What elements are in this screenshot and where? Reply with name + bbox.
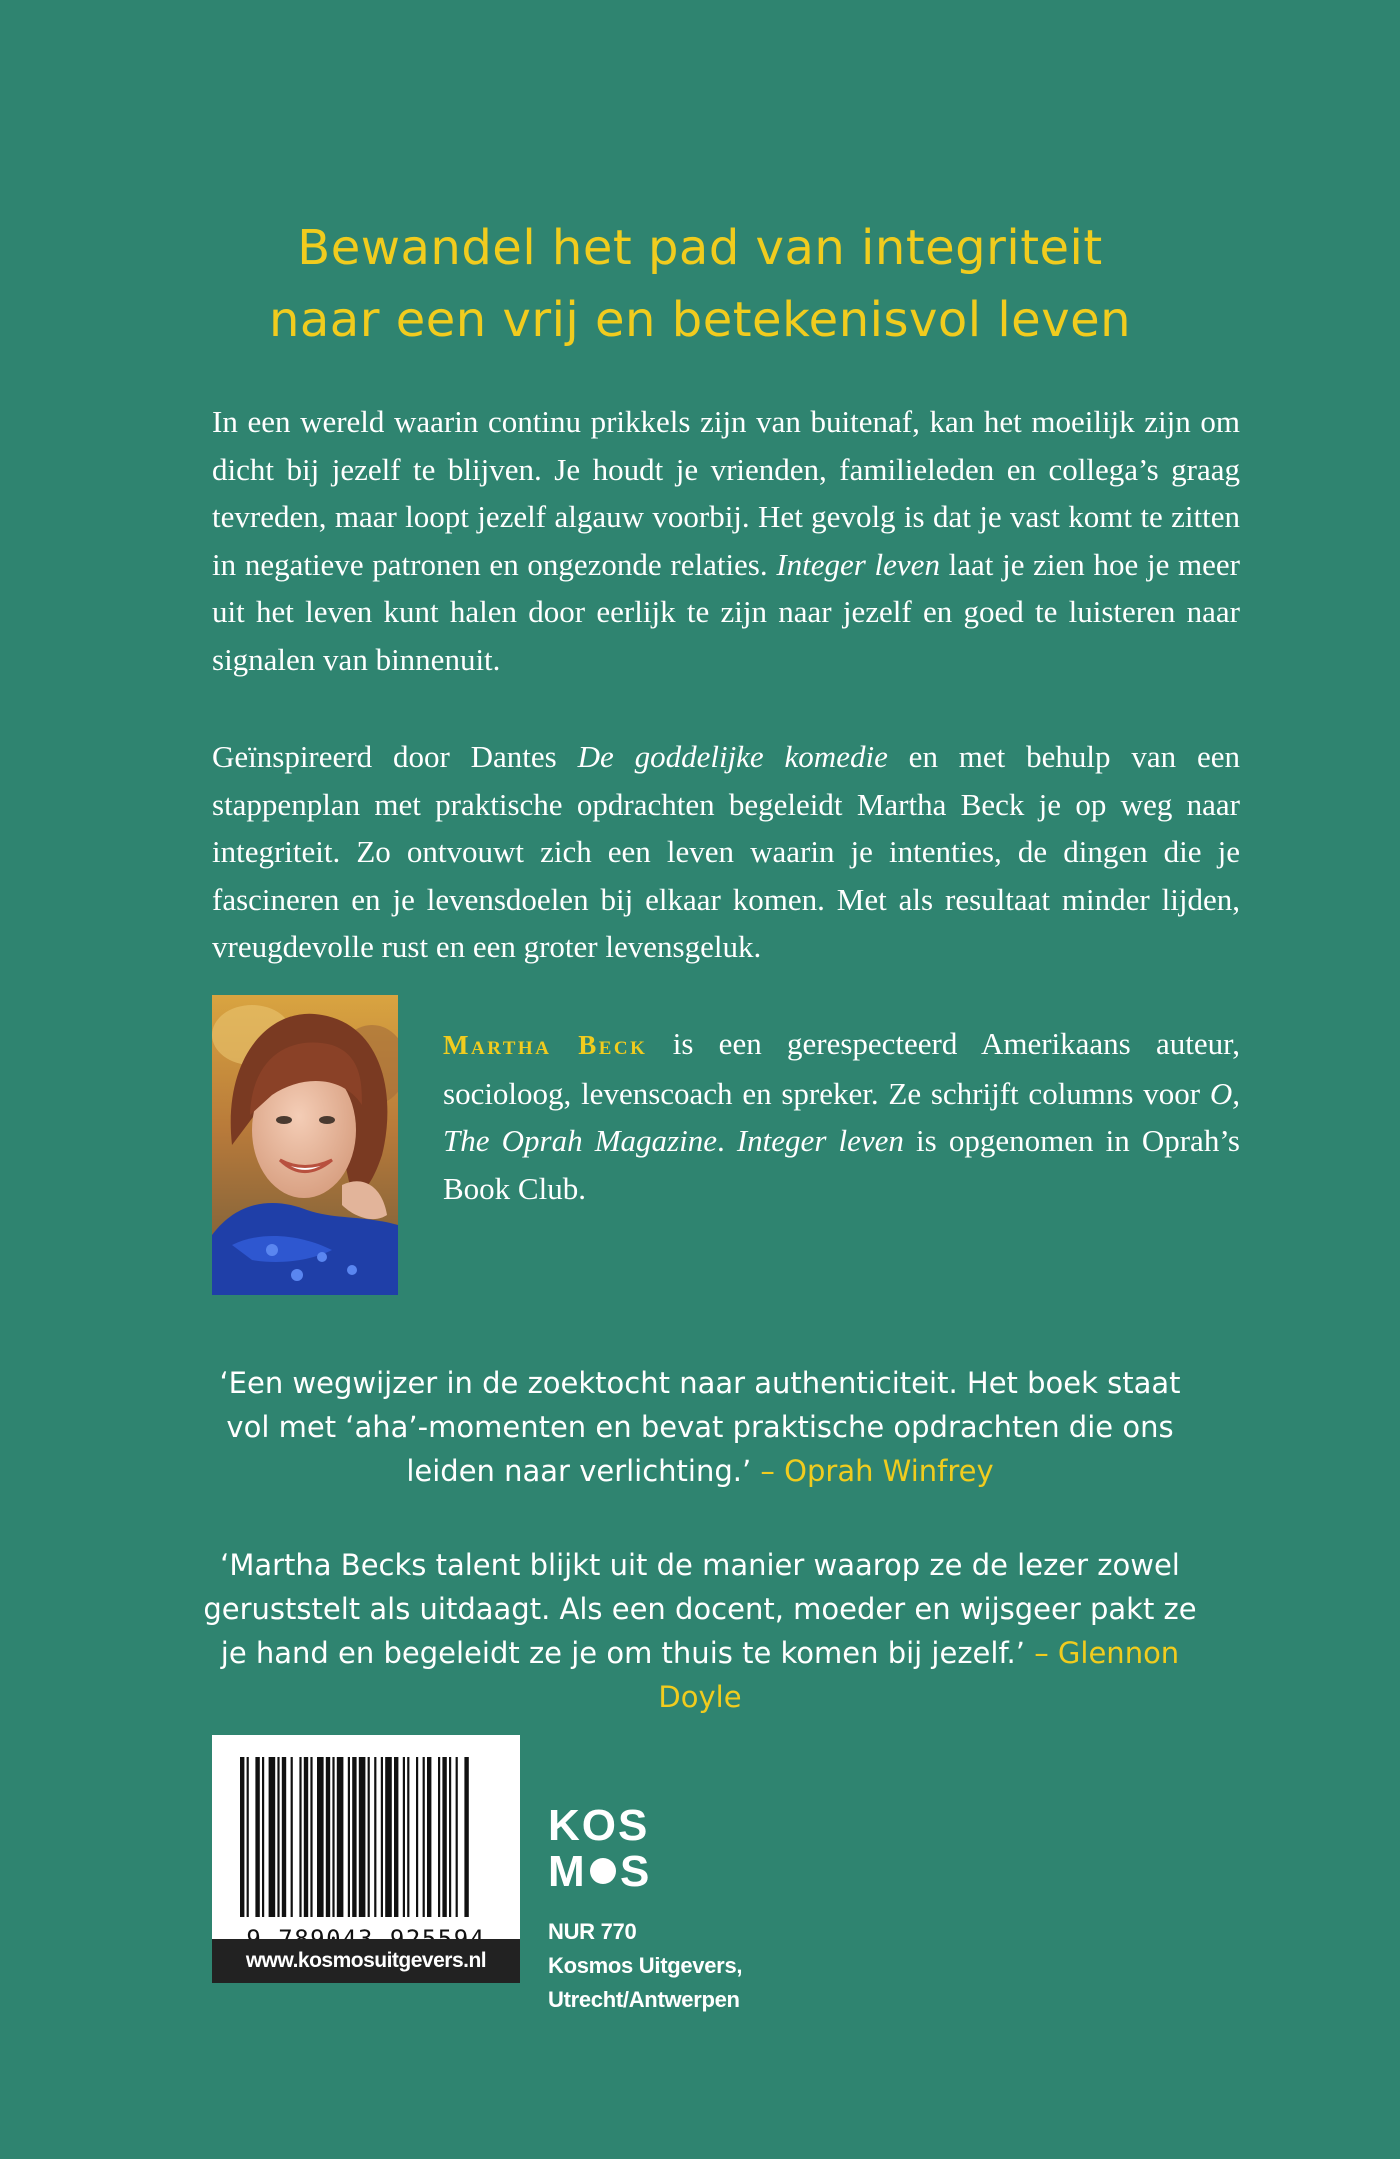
quote-1-author: – Oprah Winfrey <box>751 1454 994 1488</box>
quote-2-author: – Glennon Doyle <box>658 1636 1180 1714</box>
barcode-bar <box>416 1757 418 1917</box>
logo-line-2-right: S <box>620 1847 650 1890</box>
barcode-bar <box>269 1757 276 1917</box>
paragraph-2-text-b: en met behulp van een stappenplan met praktische opdrachten begeleidt Martha Beck je op weg naar integriteit. Zo ontvouwt zich een leven waarin je intenties, de dingen die je fascineren en je levensdoelen bij elkaar komen. Met als resultaat minder lijden, vreugdevolle rust en een groter levensgeluk. <box>212 739 1240 964</box>
barcode-bar <box>310 1757 312 1917</box>
publisher-info <box>548 1915 742 2017</box>
barcode-bar <box>337 1757 344 1917</box>
barcode-bar <box>277 1757 279 1917</box>
barcode-box <box>212 1735 520 1983</box>
barcode-bar <box>456 1757 458 1917</box>
barcode-bar <box>240 1757 244 1917</box>
barcode-bar <box>438 1757 440 1917</box>
barcode-bar <box>299 1757 301 1917</box>
barcode-bar <box>368 1757 370 1917</box>
barcode-bar <box>317 1757 324 1917</box>
barcode-graphic <box>212 1735 520 1925</box>
bio-separator: . <box>716 1123 737 1158</box>
author-name: Martha Beck <box>443 1030 648 1060</box>
review-quote-1 <box>200 1361 1200 1493</box>
headline <box>0 212 1400 356</box>
barcode-bar <box>359 1757 366 1917</box>
headline-line-2: naar een vrij en betekenisvol leven <box>268 292 1132 348</box>
barcode-bar <box>449 1757 451 1917</box>
barcode-bar <box>442 1757 446 1917</box>
author-photo <box>212 995 398 1295</box>
logo-line-1: KOS <box>548 1801 650 1850</box>
review-quote-2 <box>200 1543 1200 1719</box>
description-paragraph-2 <box>212 733 1240 971</box>
paragraph-1-book-title: Integer leven <box>776 546 940 582</box>
barcode-bar <box>403 1757 405 1917</box>
quote-1-text: ‘Een wegwijzer in de zoektocht naar authenticiteit. Het boek staat vol met ‘aha’-momenten en bevat praktische opdrachten die ons leiden naar verlichting.’ <box>219 1366 1181 1488</box>
bio-magazine-title: O, The Oprah Magazine <box>443 1075 1240 1158</box>
publisher-logo <box>548 1800 658 1895</box>
barcode-bar <box>255 1757 259 1917</box>
author-bio <box>443 1020 1240 1212</box>
paragraph-1-text-b: laat je zien hoe je meer uit het leven kunt halen door eerlijk te zijn naar jezelf en goed te luisteren naar signalen van binnenuit. <box>212 546 1240 677</box>
barcode-bar <box>374 1757 376 1917</box>
barcode-bar <box>381 1757 383 1917</box>
bio-book-title: Integer leven <box>736 1123 904 1158</box>
bio-text-b: is opgenomen in Oprah’s Book Club. <box>443 1123 1240 1206</box>
barcode-bar <box>427 1757 431 1917</box>
barcode-bar <box>348 1757 350 1917</box>
publisher-location: Utrecht/Antwerpen <box>548 1987 740 2012</box>
barcode-bar <box>423 1757 425 1917</box>
barcode-bar <box>262 1757 264 1917</box>
bio-text-a: is een gerespecteerd Amerikaans auteur, socioloog, levenscoach en spreker. Ze schrijft columns voor <box>443 1026 1240 1111</box>
barcode-bar <box>291 1757 293 1917</box>
barcode-bar <box>326 1757 330 1917</box>
barcode-bar <box>332 1757 334 1917</box>
paragraph-1-text-a: In een wereld waarin continu prikkels zijn van buitenaf, kan het moeilijk zijn om dicht bij jezelf te blijven. Je houdt je vrienden, familieleden en collega’s graag tevreden, maar loopt jezelf algauw voorbij. Het gevolg is dat je vast komt te zitten in negatieve patronen en ongezonde relaties. <box>212 404 1240 582</box>
nur-code: NUR 770 <box>548 1919 637 1944</box>
paragraph-2-dante-title: De goddelijke komedie <box>577 739 888 774</box>
barcode-bar <box>407 1757 409 1917</box>
barcode-bar <box>385 1757 392 1917</box>
description-paragraph-1 <box>212 398 1240 683</box>
barcode-bar <box>247 1757 249 1917</box>
barcode-bar <box>352 1757 356 1917</box>
logo-line-2-left: M <box>548 1847 585 1890</box>
barcode-bar <box>282 1757 286 1917</box>
barcode-bar <box>394 1757 398 1917</box>
barcode-bar <box>464 1757 468 1917</box>
quote-2-text: ‘Martha Becks talent blijkt uit de manier waarop ze de lezer zowel geruststelt als uitdaagt. Als een docent, moeder en wijsgeer pakt ze je hand en begeleidt ze je om thuis te komen bij jezelf.’ <box>203 1548 1197 1670</box>
barcode-bar <box>304 1757 308 1917</box>
publisher-url: www.kosmosuitgevers.nl <box>212 1939 520 1983</box>
publisher-name: Kosmos Uitgevers, <box>548 1953 743 1978</box>
headline-line-1: Bewandel het pad van integriteit <box>297 220 1103 276</box>
logo-dot <box>590 1858 616 1884</box>
paragraph-2-text-a: Geïnspireerd door Dantes <box>212 739 578 774</box>
